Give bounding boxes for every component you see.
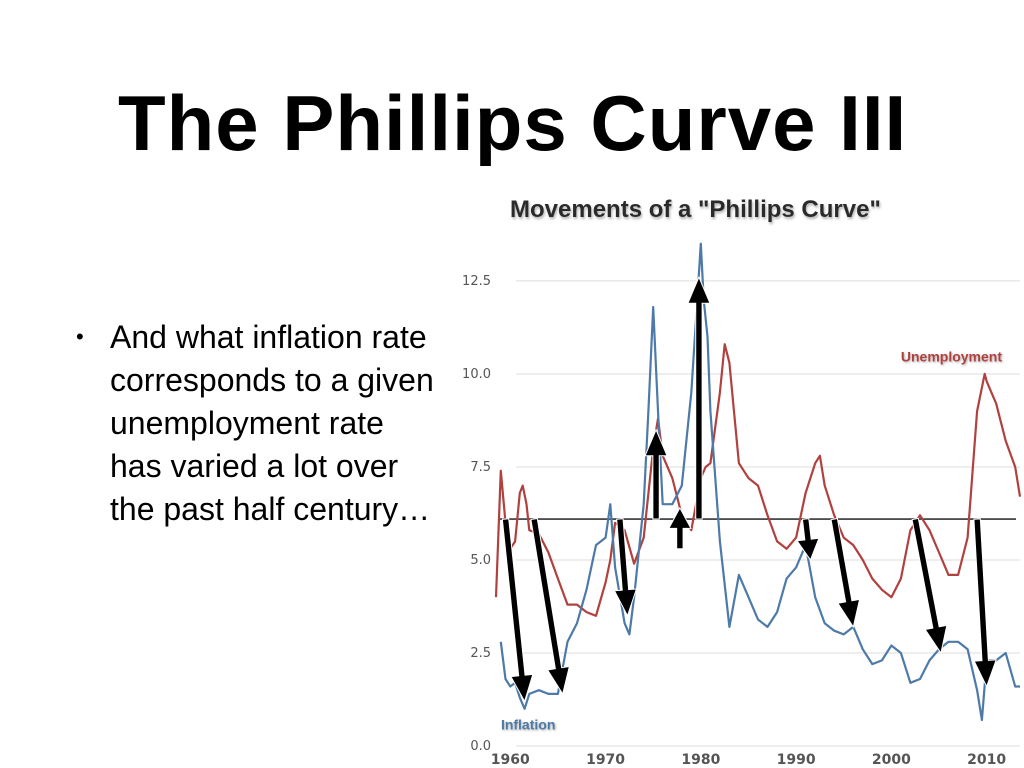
x-tick-label: 2010 (967, 752, 1007, 766)
arrow-shape (669, 508, 691, 549)
x-tick-label: 1980 (681, 752, 721, 766)
arrow-down (502, 519, 532, 702)
chart-text (462, 196, 1006, 766)
chart-title: Movements of a "Phillips Curve" (510, 196, 881, 223)
bullet-text: And what inflation rate corresponds to a given unemployment rate has varied a lot over the past half century… (110, 319, 434, 527)
arrow-shape (645, 430, 667, 519)
bullet-item (72, 316, 442, 531)
series-label-unemployment: Unemployment (900, 348, 1002, 365)
y-tick-label: 12.5 (462, 273, 491, 289)
arrow-down (831, 518, 860, 626)
arrow-shape (974, 519, 996, 687)
arrow-shape (531, 519, 569, 694)
arrow-down (797, 519, 819, 560)
arrow-shape (831, 518, 860, 626)
slide-title: The Phillips Curve III (118, 79, 908, 167)
y-tick-label: 2.5 (470, 645, 491, 661)
bullet-dot-icon: • (76, 324, 84, 349)
bullet-list (72, 316, 442, 531)
x-tick-label: 1970 (586, 752, 626, 766)
y-tick-label: 5.0 (470, 552, 491, 568)
y-tick-label: 7.5 (470, 459, 491, 475)
arrows-group (502, 277, 996, 701)
y-tick-label: 10.0 (462, 366, 491, 382)
arrow-down (912, 518, 947, 653)
y-tick-label: 0.0 (470, 739, 491, 754)
arrow-up (669, 508, 691, 549)
arrow-down (531, 519, 569, 694)
arrow-shape (502, 519, 532, 702)
arrow-shape (912, 518, 947, 653)
arrow-down (974, 519, 996, 687)
series-line-unemployment (496, 344, 1020, 616)
x-tick-label: 1960 (490, 752, 530, 766)
arrow-up (645, 430, 667, 519)
arrow-shape (797, 519, 819, 560)
phillips-curve-chart (440, 190, 1024, 766)
series-label-inflation: Inflation (500, 716, 556, 733)
x-tick-label: 1990 (776, 752, 816, 766)
x-tick-label: 2000 (871, 752, 911, 766)
